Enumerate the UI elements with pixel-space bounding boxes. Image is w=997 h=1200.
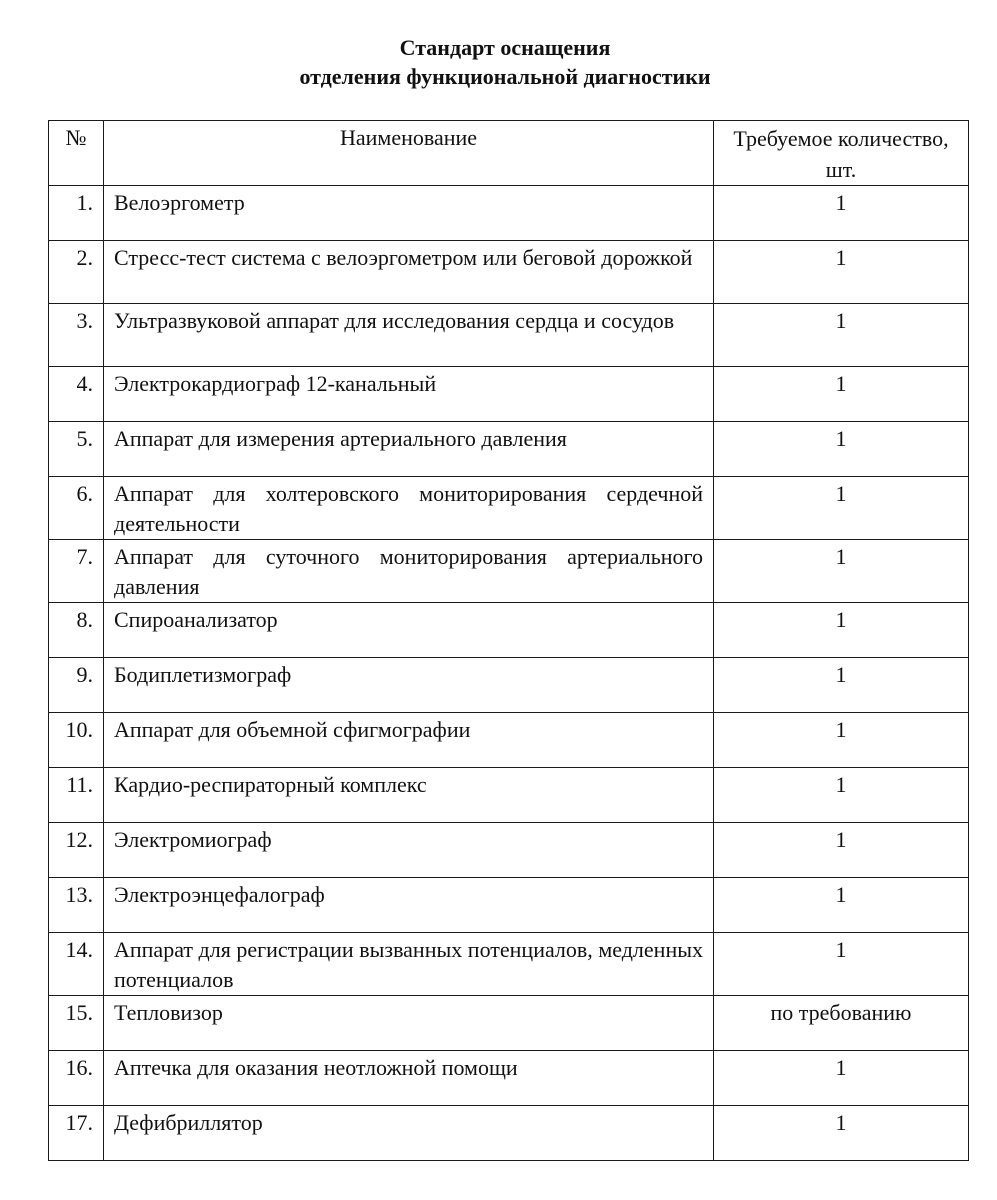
title-line-2: отделения функциональной диагностики xyxy=(299,64,711,89)
row-quantity: 1 xyxy=(714,768,969,823)
row-name: Бодиплетизмограф xyxy=(104,658,714,713)
row-name: Электрокардиограф 12-канальный xyxy=(104,367,714,422)
header-quantity: Требуемое количество, шт. xyxy=(714,121,969,186)
table-row xyxy=(49,241,969,304)
document-title xyxy=(0,33,997,91)
row-quantity: 1 xyxy=(714,241,969,304)
row-number: 15. xyxy=(49,996,104,1051)
table-row xyxy=(49,367,969,422)
row-number: 4. xyxy=(49,367,104,422)
row-name: Аптечка для оказания неотложной помощи xyxy=(104,1051,714,1106)
row-quantity: 1 xyxy=(714,603,969,658)
equipment-table xyxy=(48,120,969,1161)
row-quantity: 1 xyxy=(714,878,969,933)
row-name: Тепловизор xyxy=(104,996,714,1051)
row-quantity: 1 xyxy=(714,304,969,367)
row-name: Аппарат для суточного мониторирования артериального давления xyxy=(104,540,714,603)
row-number: 13. xyxy=(49,878,104,933)
row-name: Аппарат для объемной сфигмографии xyxy=(104,713,714,768)
row-name: Спироанализатор xyxy=(104,603,714,658)
title-line-1: Стандарт оснащения xyxy=(399,35,611,60)
row-quantity: 1 xyxy=(714,540,969,603)
row-number: 1. xyxy=(49,186,104,241)
row-number: 3. xyxy=(49,304,104,367)
table-row xyxy=(49,422,969,477)
row-quantity: 1 xyxy=(714,186,969,241)
table-row xyxy=(49,658,969,713)
table-row xyxy=(49,186,969,241)
row-quantity: 1 xyxy=(714,658,969,713)
row-number: 2. xyxy=(49,241,104,304)
row-name: Стресс-тест система с велоэргометром или беговой дорожкой xyxy=(104,241,714,304)
header-number: № xyxy=(49,121,104,186)
row-quantity: по требованию xyxy=(714,996,969,1051)
row-number: 16. xyxy=(49,1051,104,1106)
row-number: 7. xyxy=(49,540,104,603)
row-number: 10. xyxy=(49,713,104,768)
row-name: Электроэнцефалограф xyxy=(104,878,714,933)
row-name: Кардио-респираторный комплекс xyxy=(104,768,714,823)
table-row xyxy=(49,540,969,603)
table-row xyxy=(49,477,969,540)
row-quantity: 1 xyxy=(714,823,969,878)
table-row xyxy=(49,713,969,768)
row-name: Электромиограф xyxy=(104,823,714,878)
row-number: 5. xyxy=(49,422,104,477)
row-quantity: 1 xyxy=(714,713,969,768)
table-row xyxy=(49,933,969,996)
row-quantity: 1 xyxy=(714,1051,969,1106)
row-name: Аппарат для холтеровского мониторирования сердечной деятельности xyxy=(104,477,714,540)
table-row xyxy=(49,304,969,367)
row-number: 9. xyxy=(49,658,104,713)
table-row xyxy=(49,996,969,1051)
row-name: Велоэргометр xyxy=(104,186,714,241)
row-name: Аппарат для регистрации вызванных потенциалов, медленных потенциалов xyxy=(104,933,714,996)
row-quantity: 1 xyxy=(714,477,969,540)
table-row xyxy=(49,603,969,658)
table-row xyxy=(49,768,969,823)
row-number: 14. xyxy=(49,933,104,996)
table-row xyxy=(49,1051,969,1106)
row-quantity: 1 xyxy=(714,933,969,996)
row-name: Дефибриллятор xyxy=(104,1106,714,1161)
table-row xyxy=(49,878,969,933)
row-number: 6. xyxy=(49,477,104,540)
row-quantity: 1 xyxy=(714,367,969,422)
row-number: 8. xyxy=(49,603,104,658)
row-quantity: 1 xyxy=(714,422,969,477)
row-quantity: 1 xyxy=(714,1106,969,1161)
table-row xyxy=(49,823,969,878)
table-row xyxy=(49,1106,969,1161)
row-name: Аппарат для измерения артериального давления xyxy=(104,422,714,477)
table-header-row xyxy=(49,121,969,186)
row-number: 11. xyxy=(49,768,104,823)
row-number: 17. xyxy=(49,1106,104,1161)
row-name: Ультразвуковой аппарат для исследования сердца и сосудов xyxy=(104,304,714,367)
header-name: Наименование xyxy=(104,121,714,186)
row-number: 12. xyxy=(49,823,104,878)
